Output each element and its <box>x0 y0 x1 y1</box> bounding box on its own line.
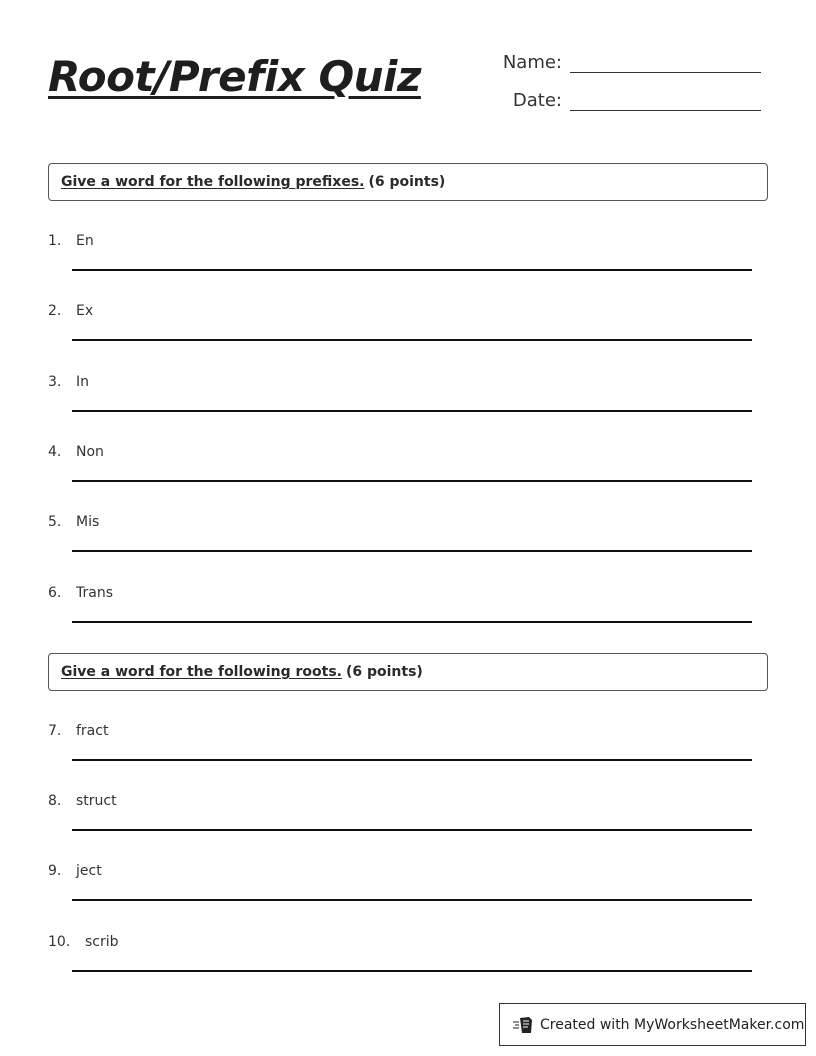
answer-line[interactable] <box>72 970 752 972</box>
question-number: 5. <box>48 514 62 530</box>
answer-line[interactable] <box>72 339 752 341</box>
question-number: 8. <box>48 793 62 809</box>
section-prefixes-header <box>48 163 768 201</box>
answer-line[interactable] <box>72 480 752 482</box>
name-label: Name: <box>502 52 562 73</box>
answer-line[interactable] <box>72 829 752 831</box>
question-text: Ex <box>76 303 94 319</box>
question-number: 10. <box>48 934 71 950</box>
question-number: 3. <box>48 374 62 390</box>
page-title: Root/Prefix Quiz <box>48 52 421 101</box>
footer-credit[interactable] <box>499 1003 806 1046</box>
answer-line[interactable] <box>72 410 752 412</box>
question-text: Mis <box>76 514 100 530</box>
date-field <box>500 90 761 111</box>
question-text: struct <box>76 793 117 809</box>
question-text: En <box>76 233 94 249</box>
question-number: 7. <box>48 723 62 739</box>
answer-line[interactable] <box>72 269 752 271</box>
name-blank-line[interactable] <box>570 53 761 73</box>
name-field <box>500 52 761 73</box>
answer-line[interactable] <box>72 550 752 552</box>
answer-line[interactable] <box>72 899 752 901</box>
date-blank-line[interactable] <box>570 91 761 111</box>
section-instruction: Give a word for the following roots. <box>61 664 342 680</box>
question-number: 2. <box>48 303 62 319</box>
question-number: 1. <box>48 233 62 249</box>
question-text: scrib <box>85 934 119 950</box>
question-number: 9. <box>48 863 62 879</box>
question-number: 6. <box>48 585 62 601</box>
question-number: 4. <box>48 444 62 460</box>
answer-line[interactable] <box>72 759 752 761</box>
question-text: In <box>76 374 90 390</box>
section-instruction: Give a word for the following prefixes. <box>61 174 365 190</box>
question-text: fract <box>76 723 109 739</box>
answer-line[interactable] <box>72 621 752 623</box>
section-points: (6 points) <box>368 174 446 190</box>
section-roots-header <box>48 653 768 691</box>
question-text: Non <box>76 444 104 460</box>
section-points: (6 points) <box>345 664 423 680</box>
question-text: Trans <box>76 585 113 601</box>
worksheet-logo-icon <box>512 1015 534 1035</box>
footer-text: Created with MyWorksheetMaker.com <box>540 1016 805 1033</box>
question-text: ject <box>76 863 102 879</box>
date-label: Date: <box>512 90 562 111</box>
